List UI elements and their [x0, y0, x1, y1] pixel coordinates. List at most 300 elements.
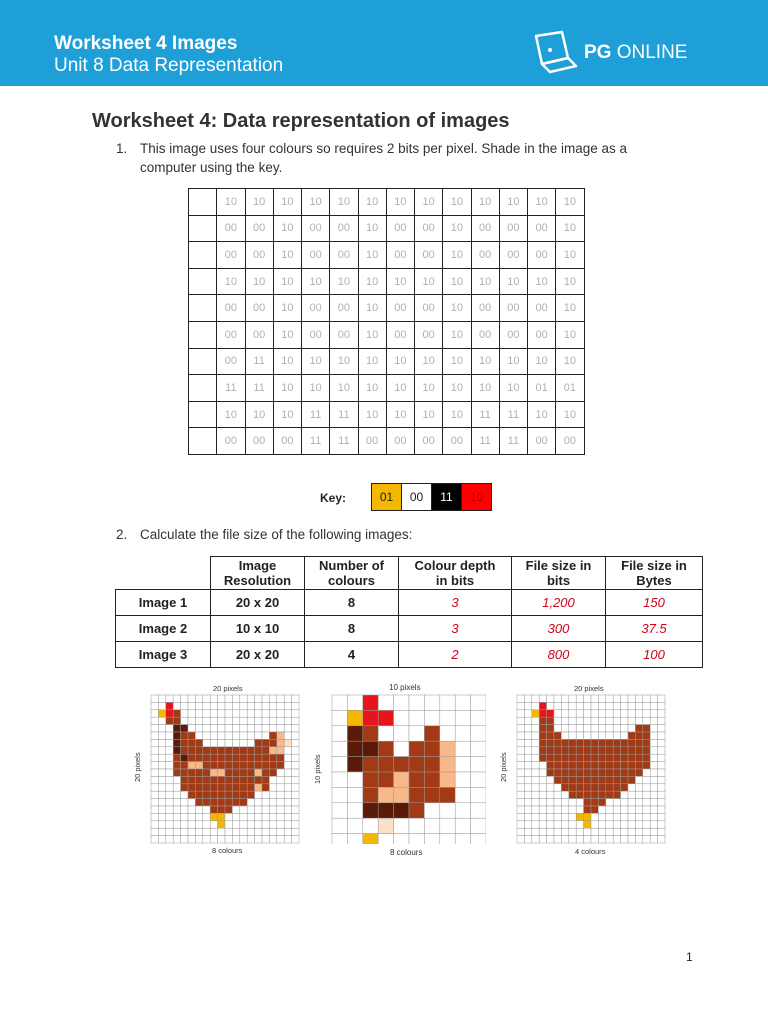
pixel: [394, 818, 409, 833]
pixel: [181, 717, 188, 724]
pixel: [158, 791, 165, 798]
colour-key: [371, 483, 492, 511]
pixel: [584, 799, 591, 806]
grid-cell[interactable]: 10: [358, 348, 386, 375]
grid-cell[interactable]: 10: [471, 375, 499, 402]
grid-cell[interactable]: 00: [217, 348, 245, 375]
grid-cell[interactable]: 00: [245, 428, 273, 455]
table-cell-depth[interactable]: 3: [399, 616, 512, 642]
grid-cell[interactable]: 11: [330, 428, 358, 455]
grid-cell[interactable]: 10: [217, 401, 245, 428]
grid-cell[interactable]: 10: [273, 268, 301, 295]
pixel: [181, 747, 188, 754]
pixel: [269, 784, 276, 791]
grid-cell[interactable]: 10: [273, 189, 301, 216]
grid-cell[interactable]: 00: [528, 242, 556, 269]
pixel: [591, 710, 598, 717]
table-cell-bytes[interactable]: 37.5: [606, 616, 703, 642]
pixel: [347, 834, 362, 844]
pixel: [158, 806, 165, 813]
grid-cell[interactable]: 11: [245, 348, 273, 375]
grid-cell[interactable]: 10: [386, 268, 414, 295]
pixel: [247, 702, 254, 709]
table-cell-colours: 8: [305, 616, 399, 642]
pixel: [188, 836, 195, 843]
grid-cell[interactable]: 00: [330, 215, 358, 242]
pixel: [613, 799, 620, 806]
grid-cell[interactable]: 00: [386, 321, 414, 348]
pixel: [621, 747, 628, 754]
pixel: [203, 791, 210, 798]
grid-cell[interactable]: 11: [302, 428, 330, 455]
pixel: [158, 739, 165, 746]
pixel: [240, 791, 247, 798]
pixel: [409, 741, 424, 756]
pixel: [166, 791, 173, 798]
grid-row-blank-cell[interactable]: [189, 401, 217, 428]
pixel: [554, 806, 561, 813]
pixel: [650, 717, 657, 724]
grid-cell[interactable]: 11: [330, 401, 358, 428]
pixel: [188, 754, 195, 761]
grid-cell[interactable]: 00: [245, 295, 273, 322]
pixel: [378, 787, 393, 802]
grid-cell[interactable]: 10: [528, 268, 556, 295]
grid-cell[interactable]: 00: [415, 295, 443, 322]
grid-cell[interactable]: 10: [302, 268, 330, 295]
pixel: [539, 813, 546, 820]
pixel: [240, 762, 247, 769]
pixel: [598, 806, 605, 813]
grid-cell[interactable]: 00: [217, 242, 245, 269]
pixel: [151, 710, 158, 717]
pixel: [284, 821, 291, 828]
grid-cell[interactable]: 10: [273, 215, 301, 242]
grid-cell[interactable]: 10: [330, 348, 358, 375]
pixel: [643, 725, 650, 732]
grid-cell[interactable]: 00: [302, 215, 330, 242]
pixel: [561, 836, 568, 843]
pixel: [591, 791, 598, 798]
grid-cell[interactable]: 00: [330, 242, 358, 269]
grid-cell[interactable]: 10: [415, 268, 443, 295]
grid-cell[interactable]: 00: [273, 428, 301, 455]
grid-cell[interactable]: 00: [528, 295, 556, 322]
pixel: [635, 732, 642, 739]
pixel: [424, 772, 439, 787]
grid-cell[interactable]: 10: [499, 268, 527, 295]
grid-cell[interactable]: 10: [217, 189, 245, 216]
pixel: [643, 791, 650, 798]
grid-row-blank-cell[interactable]: [189, 189, 217, 216]
pixel: [591, 806, 598, 813]
pixel: [262, 769, 269, 776]
pixel: [650, 769, 657, 776]
pixel: [292, 769, 299, 776]
grid-row-blank-cell[interactable]: [189, 348, 217, 375]
grid-cell[interactable]: 11: [245, 375, 273, 402]
pixel: [225, 784, 232, 791]
table-header-line1: Number of: [319, 558, 384, 573]
grid-row-blank-cell[interactable]: [189, 242, 217, 269]
grid-cell[interactable]: 00: [499, 242, 527, 269]
pixel: [262, 784, 269, 791]
pixel: [554, 702, 561, 709]
pixel: [255, 776, 262, 783]
grid-cell[interactable]: 00: [499, 215, 527, 242]
pixel: [576, 821, 583, 828]
pixel: [232, 717, 239, 724]
grid-cell[interactable]: 10: [330, 268, 358, 295]
pixel: [181, 702, 188, 709]
pixel: [561, 806, 568, 813]
pixel: [378, 710, 393, 725]
pixel: [240, 725, 247, 732]
pixel: [584, 836, 591, 843]
pixel: [569, 747, 576, 754]
grid-cell[interactable]: 00: [528, 215, 556, 242]
pixel: [658, 762, 665, 769]
pixel: [569, 717, 576, 724]
pixel: [532, 821, 539, 828]
grid-cell[interactable]: 10: [386, 189, 414, 216]
grid-cell[interactable]: 00: [471, 215, 499, 242]
pixel: [539, 754, 546, 761]
pixel: [628, 732, 635, 739]
grid-cell[interactable]: 00: [330, 295, 358, 322]
grid-cell[interactable]: 00: [217, 295, 245, 322]
grid-cell[interactable]: 10: [302, 375, 330, 402]
pixel: [554, 739, 561, 746]
grid-cell[interactable]: 10: [358, 295, 386, 322]
pixel: [547, 710, 554, 717]
pixel: [635, 813, 642, 820]
grid-cell[interactable]: 10: [528, 401, 556, 428]
grid-cell[interactable]: 10: [443, 401, 471, 428]
grid-cell[interactable]: 00: [556, 428, 584, 455]
grid-cell[interactable]: 00: [358, 428, 386, 455]
pixel: [247, 695, 254, 702]
image-3-side-caption: 20 pixels: [499, 752, 508, 782]
pixel: [181, 762, 188, 769]
grid-cell[interactable]: 00: [528, 428, 556, 455]
grid-cell[interactable]: 10: [499, 375, 527, 402]
pixel: [471, 741, 486, 756]
grid-cell[interactable]: 00: [528, 321, 556, 348]
grid-cell[interactable]: 00: [443, 428, 471, 455]
table-cell-resolution: 10 x 10: [211, 616, 305, 642]
grid-cell[interactable]: 10: [443, 189, 471, 216]
grid-cell[interactable]: 00: [302, 321, 330, 348]
pixel: [210, 762, 217, 769]
grid-cell[interactable]: 00: [217, 215, 245, 242]
pixel: [292, 739, 299, 746]
grid-cell[interactable]: 10: [443, 268, 471, 295]
table-cell-colours: 4: [305, 642, 399, 668]
pixel: [173, 732, 180, 739]
grid-cell[interactable]: 10: [358, 242, 386, 269]
pixel: [247, 717, 254, 724]
grid-cell[interactable]: 10: [499, 348, 527, 375]
grid-cell[interactable]: 10: [358, 215, 386, 242]
pixel: [539, 806, 546, 813]
grid-cell[interactable]: 10: [273, 295, 301, 322]
pixel: [606, 762, 613, 769]
pixel: [569, 710, 576, 717]
pixel: [166, 799, 173, 806]
pixel: [225, 821, 232, 828]
grid-cell[interactable]: 10: [273, 375, 301, 402]
table-cell-depth[interactable]: 3: [399, 590, 512, 616]
pixel: [277, 813, 284, 820]
grid-cell[interactable]: 10: [443, 375, 471, 402]
grid-cell[interactable]: 10: [556, 321, 584, 348]
pixel: [591, 702, 598, 709]
pixel: [277, 791, 284, 798]
grid-cell[interactable]: 10: [217, 268, 245, 295]
grid-cell[interactable]: 10: [415, 189, 443, 216]
pixel: [363, 741, 378, 756]
grid-cell[interactable]: 10: [443, 242, 471, 269]
grid-cell[interactable]: 00: [415, 215, 443, 242]
grid-cell[interactable]: 10: [415, 348, 443, 375]
pixel: [561, 828, 568, 835]
grid-cell[interactable]: 10: [330, 375, 358, 402]
grid-cell[interactable]: 10: [443, 321, 471, 348]
table-cell-bits[interactable]: 1,200: [512, 590, 606, 616]
grid-cell[interactable]: 00: [499, 321, 527, 348]
pixel: [173, 776, 180, 783]
pixel: [225, 813, 232, 820]
grid-cell[interactable]: 00: [499, 295, 527, 322]
grid-cell[interactable]: 00: [302, 295, 330, 322]
pixel: [166, 725, 173, 732]
pixel: [225, 769, 232, 776]
pixel: [613, 813, 620, 820]
pixel: [613, 776, 620, 783]
pixel: [378, 726, 393, 741]
grid-cell[interactable]: 10: [245, 189, 273, 216]
pixel: [517, 710, 524, 717]
pixel: [569, 813, 576, 820]
grid-cell[interactable]: 10: [528, 348, 556, 375]
pixel: [524, 813, 531, 820]
chicken-2-grid: [331, 694, 486, 844]
pixel: [225, 702, 232, 709]
grid-row-blank-cell[interactable]: [189, 268, 217, 295]
table-cell-bits[interactable]: 800: [512, 642, 606, 668]
grid-cell[interactable]: 10: [273, 242, 301, 269]
grid-cell[interactable]: 00: [386, 242, 414, 269]
grid-row: [189, 189, 585, 216]
pixel: [277, 747, 284, 754]
grid-cell[interactable]: 00: [217, 428, 245, 455]
grid-cell[interactable]: 10: [273, 321, 301, 348]
pixel: [517, 776, 524, 783]
grid-cell[interactable]: 00: [245, 242, 273, 269]
grid-cell[interactable]: 10: [556, 242, 584, 269]
table-header-line2: in bits: [435, 573, 475, 588]
grid-cell[interactable]: 00: [386, 215, 414, 242]
pixel: [332, 772, 347, 787]
pixel: [628, 821, 635, 828]
grid-cell[interactable]: 00: [245, 321, 273, 348]
pixel: [561, 799, 568, 806]
grid-cell[interactable]: 10: [245, 268, 273, 295]
pixel: [166, 762, 173, 769]
grid-cell[interactable]: 10: [273, 348, 301, 375]
pixel: [269, 813, 276, 820]
pixel: [613, 702, 620, 709]
pixel: [151, 806, 158, 813]
grid-cell[interactable]: 10: [471, 348, 499, 375]
grid-cell[interactable]: 00: [386, 295, 414, 322]
pixel: [277, 828, 284, 835]
grid-cell[interactable]: 10: [386, 348, 414, 375]
pixel: [158, 769, 165, 776]
pixel: [262, 717, 269, 724]
pixel: [188, 732, 195, 739]
table-row: [116, 616, 703, 642]
grid-cell[interactable]: 10: [556, 189, 584, 216]
pixel: [151, 776, 158, 783]
pixel: [292, 828, 299, 835]
grid-cell[interactable]: 10: [358, 268, 386, 295]
pixel: [517, 836, 524, 843]
grid-cell[interactable]: 10: [302, 189, 330, 216]
pixel: [613, 695, 620, 702]
grid-cell[interactable]: 10: [471, 268, 499, 295]
grid-cell[interactable]: 10: [556, 295, 584, 322]
pixel: [613, 732, 620, 739]
grid-cell[interactable]: 00: [217, 321, 245, 348]
grid-cell[interactable]: 10: [528, 189, 556, 216]
grid-row-blank-cell[interactable]: [189, 428, 217, 455]
grid-cell[interactable]: 01: [556, 375, 584, 402]
pixel: [440, 710, 455, 725]
table-cell-resolution: 20 x 20: [211, 642, 305, 668]
pixel: [173, 784, 180, 791]
grid-cell[interactable]: 00: [415, 242, 443, 269]
grid-cell[interactable]: 10: [443, 295, 471, 322]
grid-cell[interactable]: 00: [471, 321, 499, 348]
grid-cell[interactable]: 10: [443, 348, 471, 375]
grid-cell[interactable]: 10: [556, 268, 584, 295]
grid-cell[interactable]: 10: [273, 401, 301, 428]
pixel: [440, 787, 455, 802]
pixel: [332, 741, 347, 756]
table-cell-bytes[interactable]: 150: [606, 590, 703, 616]
grid-cell[interactable]: 11: [499, 401, 527, 428]
grid-cell[interactable]: 00: [302, 242, 330, 269]
pixel: [409, 726, 424, 741]
grid-cell[interactable]: 11: [471, 428, 499, 455]
grid-cell[interactable]: 11: [499, 428, 527, 455]
pixel: [269, 739, 276, 746]
pixel: [455, 787, 470, 802]
grid-cell[interactable]: 00: [415, 428, 443, 455]
pixel: [378, 803, 393, 818]
image-1-bottom-caption: 8 colours: [212, 846, 243, 855]
pixel: [158, 717, 165, 724]
table-cell-bits[interactable]: 300: [512, 616, 606, 642]
grid-cell[interactable]: 11: [217, 375, 245, 402]
grid-cell[interactable]: 10: [556, 348, 584, 375]
grid-cell[interactable]: 10: [386, 375, 414, 402]
grid-row-blank-cell[interactable]: [189, 295, 217, 322]
grid-row-blank-cell[interactable]: [189, 215, 217, 242]
pixel: [173, 754, 180, 761]
grid-row-blank-cell[interactable]: [189, 375, 217, 402]
pixel: [621, 695, 628, 702]
grid-cell[interactable]: 10: [471, 189, 499, 216]
pixel: [255, 695, 262, 702]
image-1-side-caption: 20 pixels: [133, 752, 142, 782]
grid-cell[interactable]: 10: [556, 215, 584, 242]
pixel: [584, 725, 591, 732]
pixel: [584, 784, 591, 791]
header-subtitle: Unit 8 Data Representation: [54, 55, 284, 76]
pixel: [225, 747, 232, 754]
grid-cell[interactable]: 10: [302, 348, 330, 375]
table-cell-bytes[interactable]: 100: [606, 642, 703, 668]
pixel: [576, 813, 583, 820]
grid-cell[interactable]: 10: [358, 375, 386, 402]
pixel: [332, 710, 347, 725]
grid-row: [189, 428, 585, 455]
pixel: [269, 710, 276, 717]
grid-cell[interactable]: 10: [499, 189, 527, 216]
grid-cell[interactable]: 10: [358, 189, 386, 216]
grid-cell[interactable]: 10: [245, 401, 273, 428]
pixel: [181, 739, 188, 746]
grid-cell[interactable]: 10: [358, 401, 386, 428]
grid-cell[interactable]: 00: [471, 242, 499, 269]
pixel: [332, 787, 347, 802]
grid-cell[interactable]: 00: [471, 295, 499, 322]
pixel: [613, 821, 620, 828]
grid-cell[interactable]: 10: [415, 401, 443, 428]
grid-cell[interactable]: 10: [556, 401, 584, 428]
pixel: [151, 702, 158, 709]
grid-cell[interactable]: 10: [443, 215, 471, 242]
pixel: [394, 787, 409, 802]
pixel: [173, 813, 180, 820]
pixel: [524, 739, 531, 746]
grid-cell[interactable]: 00: [330, 321, 358, 348]
pixel: [292, 747, 299, 754]
table-cell-depth[interactable]: 2: [399, 642, 512, 668]
pixel: [188, 747, 195, 754]
grid-cell[interactable]: 10: [415, 375, 443, 402]
grid-cell[interactable]: 00: [415, 321, 443, 348]
pixel: [643, 754, 650, 761]
grid-cell[interactable]: 00: [386, 428, 414, 455]
pixel: [591, 776, 598, 783]
pixel: [471, 818, 486, 833]
grid-cell[interactable]: 11: [302, 401, 330, 428]
grid-cell[interactable]: 01: [528, 375, 556, 402]
grid-cell[interactable]: 10: [330, 189, 358, 216]
pixel: [394, 695, 409, 710]
grid-cell[interactable]: 10: [358, 321, 386, 348]
pixel: [576, 702, 583, 709]
grid-row-blank-cell[interactable]: [189, 321, 217, 348]
grid-cell[interactable]: 00: [245, 215, 273, 242]
grid-cell[interactable]: 10: [386, 401, 414, 428]
pixel: [255, 725, 262, 732]
grid-cell[interactable]: 11: [471, 401, 499, 428]
